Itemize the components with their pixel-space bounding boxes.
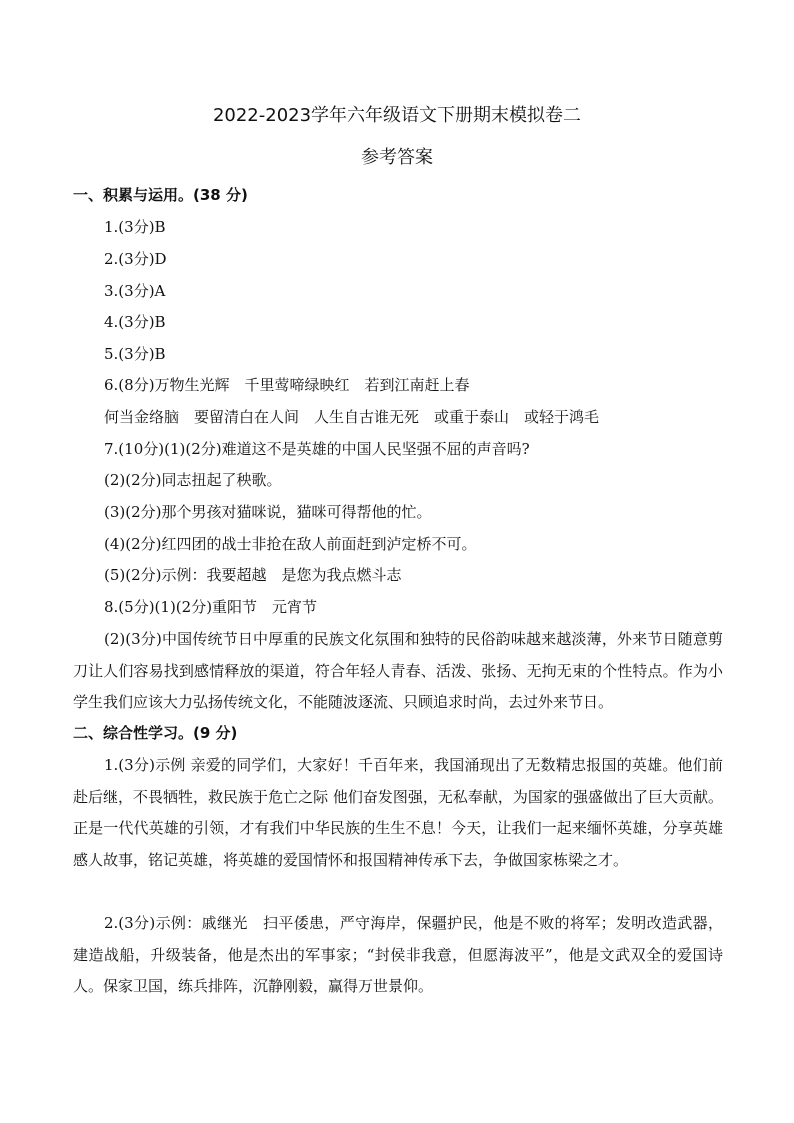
answer-paragraph-s2-q1: 1.(3分)示例 亲爱的同学们，大家好！千百年来，我国涌现出了无数精忠报国的英雄。他们前赴后继，不畏牺牲，救民族于危亡之际 他们奋发图强，无私奉献，为国家的强盛做出了巨大贡献。正是一代代英雄的引领，才有我们中华民族的生生不息！今天，让我们一起来缅怀英雄，分享英雄感人故事，铭记英雄，将英雄的爱国情怀和报国精神传承下去，争做国家栋梁之才。 bbox=[73, 756, 723, 869]
document-subtitle: 参考答案 bbox=[361, 147, 433, 168]
answer-item: 6.(8分)万物生光辉 千里莺啼绿映红 若到江南赶上春 bbox=[104, 376, 470, 394]
answer-item: 7.(10分)(1)(2分)难道这不是英雄的中国人民坚强不屈的声音吗? bbox=[104, 440, 530, 458]
answer-item: 4.(3分)B bbox=[104, 313, 166, 331]
section-2-heading: 二、综合性学习。(9 分) bbox=[73, 724, 238, 742]
answer-item: 2.(3分)D bbox=[104, 250, 167, 268]
document-title: 2022-2023学年六年级语文下册期末模拟卷二 bbox=[212, 105, 582, 126]
answer-item: 5.(3分)B bbox=[104, 345, 166, 363]
answer-subitem: (2)(2分)同志扭起了秧歌。 bbox=[104, 471, 282, 489]
answer-subitem: (3)(2分)那个男孩对猫咪说，猫咪可得帮他的忙。 bbox=[104, 503, 432, 521]
answer-item: 3.(3分)A bbox=[104, 282, 166, 300]
answer-subitem: (5)(2分)示例：我要超越 是您为我点燃斗志 bbox=[104, 566, 402, 584]
answer-item: 8.(5分)(1)(2分)重阳节 元宵节 bbox=[104, 598, 318, 616]
section-1-heading: 一、积累与运用。(38 分) bbox=[73, 186, 248, 204]
answer-paragraph-s2-q2: 2.(3分)示例：戚继光 扫平倭患，严守海岸，保疆护民，他是不败的将军；发明改造武器，建造战船，升级装备，他是杰出的军事家；“封侯非我意，但愿海波平”，他是文武双全的爱国诗人。保家卫国，练兵排阵，沉静刚毅，赢得万世景仰。 bbox=[73, 914, 723, 995]
answer-paragraph-q8-2: (2)(3分)中国传统节日中厚重的民族文化氛围和独特的民俗韵味越来越淡薄，外来节日随意剪刀让人们容易找到感情释放的渠道，符合年轻人青春、活泼、张扬、无拘无束的个性特点。作为小学生我们应该大力弘扬传统文化，不能随波逐流、只顾追求时尚，去过外来节日。 bbox=[73, 630, 723, 711]
answer-subitem: (4)(2分)红四团的战士非抢在敌人前面赶到泸定桥不可。 bbox=[104, 535, 477, 553]
answer-item: 1.(3分)B bbox=[104, 218, 166, 236]
answer-item-continuation: 何当金络脑 要留清白在人间 人生自古谁无死 或重于泰山 或轻于鸿毛 bbox=[104, 408, 600, 426]
